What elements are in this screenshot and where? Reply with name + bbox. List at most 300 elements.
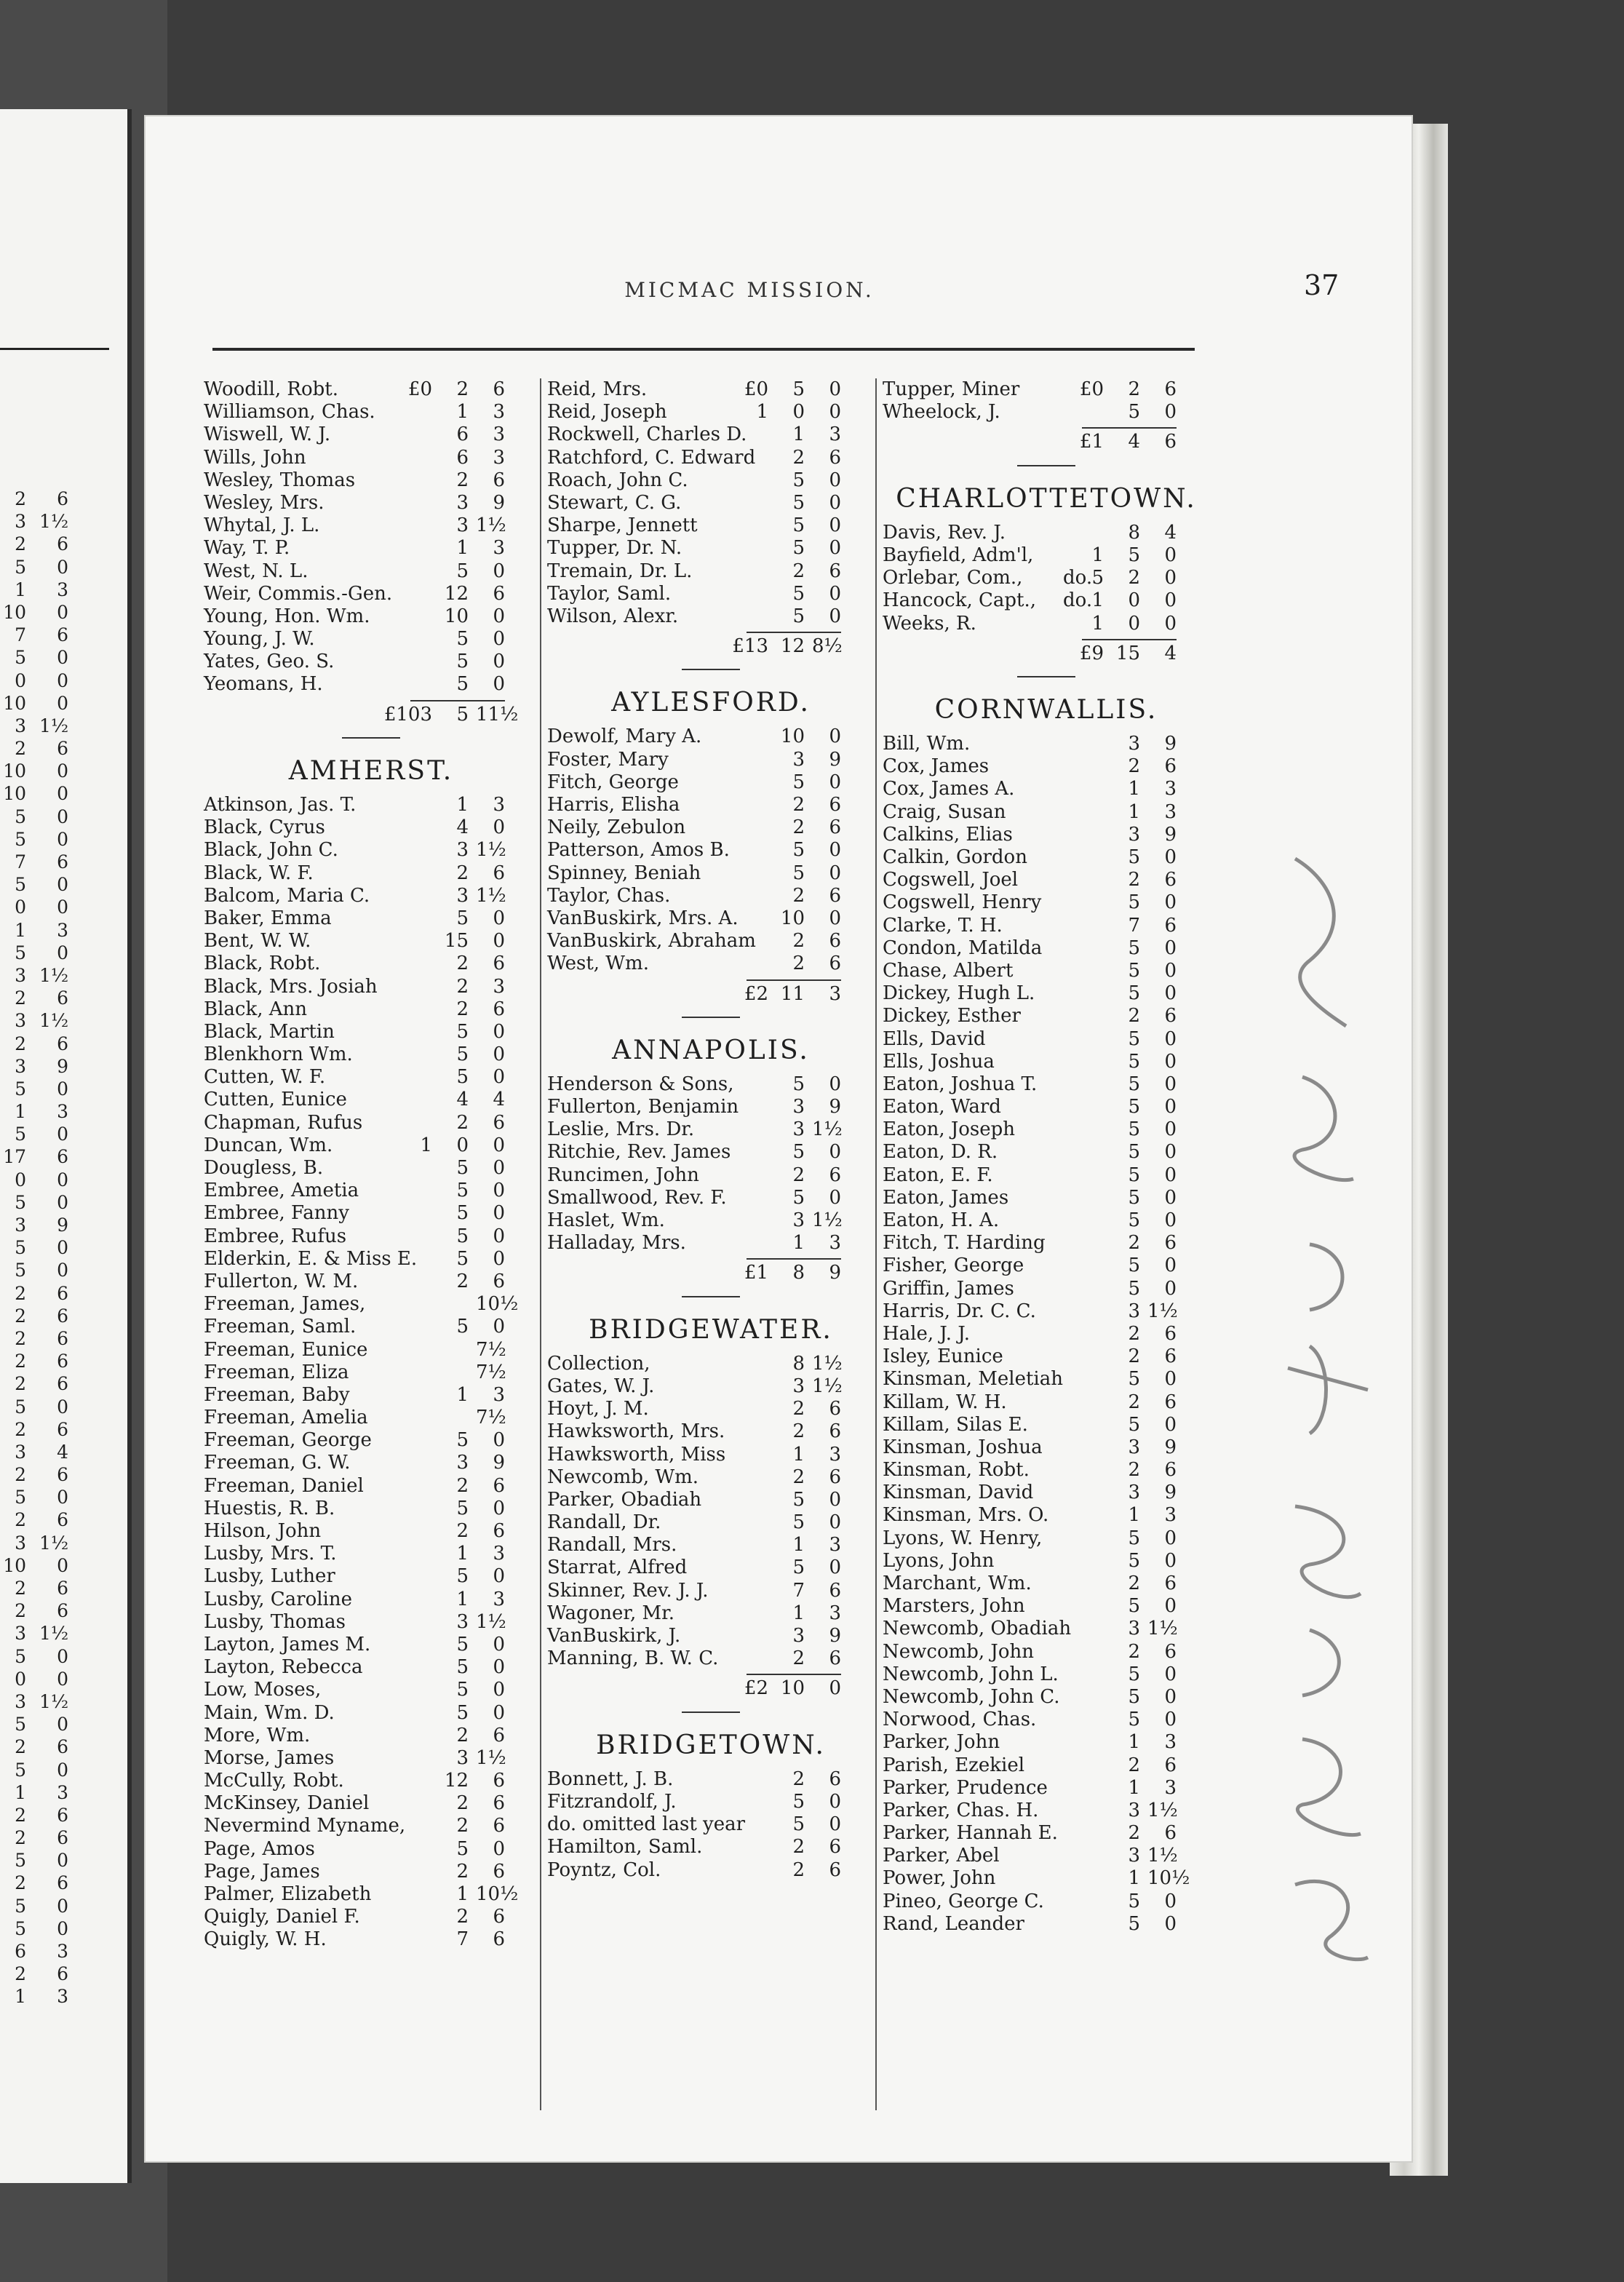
previous-page-row (0, 1396, 95, 1418)
ledger-name: Black, Mrs. Josiah (204, 975, 378, 998)
ledger-row (883, 544, 1210, 567)
ledger-row (547, 1096, 875, 1118)
previous-page-shillings: 3 (15, 1623, 26, 1645)
ledger-shillings: 1 (792, 1443, 805, 1466)
ledger-row (204, 424, 538, 446)
previous-page-pence: 6 (57, 1146, 68, 1168)
ledger-name: Eaton, Ward (883, 1096, 1001, 1118)
ledger-row (204, 1202, 538, 1225)
ledger-shillings: 1 (456, 794, 469, 816)
ledger-row (204, 1792, 538, 1815)
ledger-pence: 0 (829, 491, 841, 514)
previous-page-row (0, 1759, 95, 1781)
ledger-shillings: 3 (792, 1209, 805, 1231)
previous-page-shillings: 2 (15, 533, 26, 555)
ledger-pence: 6 (1164, 378, 1177, 400)
ledger-name: Lyons, W. Henry, (883, 1527, 1043, 1549)
ledger-pence: 0 (1164, 1141, 1177, 1164)
ledger-name: Freeman, James, (204, 1293, 366, 1316)
previous-page-row (0, 1917, 95, 1940)
ledger-row (204, 378, 538, 401)
ledger-row (204, 514, 538, 537)
ledger-shillings: 2 (1128, 1754, 1140, 1776)
ledger-pence: 1½ (476, 839, 506, 862)
previous-page-shillings: 2 (15, 1464, 26, 1486)
ledger-name: Bent, W. W. (204, 930, 311, 953)
ledger-pence: 3 (493, 975, 505, 998)
previous-page-shillings: 5 (15, 1191, 26, 1213)
ledger-name: Black, Ann (204, 998, 308, 1020)
ledger-name: Huestis, R. B. (204, 1497, 335, 1519)
top-rule (212, 348, 1195, 351)
ledger-row (204, 673, 538, 696)
ledger-row (883, 1028, 1210, 1051)
ledger-shillings: 3 (456, 1746, 469, 1769)
previous-page-row (0, 1486, 95, 1508)
previous-page-pence: 0 (57, 1714, 68, 1736)
previous-page-shillings: 3 (15, 1441, 26, 1463)
ledger-shillings: 1 (1128, 1504, 1140, 1527)
ledger-shillings: 5 (456, 1247, 469, 1270)
previous-page-shillings: 3 (15, 1214, 26, 1236)
ledger-row (547, 1118, 875, 1141)
ledger-pence: 0 (829, 907, 841, 929)
ledger-pounds: 1 (1091, 589, 1104, 612)
ledger-name: Page, Amos (204, 1837, 315, 1860)
ledger-name: VanBuskirk, Mrs. A. (547, 907, 739, 929)
ledger-shillings: 5 (456, 1157, 469, 1179)
ledger-name: Main, Wm. D. (204, 1701, 335, 1724)
ledger-pence: 6 (1164, 1391, 1177, 1413)
ledger-shillings: 2 (1128, 1573, 1140, 1594)
ledger-name: Kinsman, Robt. (883, 1459, 1030, 1482)
ledger-shillings: 5 (456, 1679, 469, 1701)
total-shillings: 10 (780, 1677, 805, 1700)
ledger-name: Wills, John (204, 446, 306, 469)
ledger-row (547, 1353, 875, 1375)
ledger-row (204, 469, 538, 492)
ledger-name: Kinsman, David (883, 1482, 1034, 1504)
previous-page-shillings: 1 (15, 1781, 26, 1803)
ledger-pence: 0 (1164, 1912, 1177, 1935)
ledger-name: Marchant, Wm. (883, 1573, 1032, 1594)
ledger-shillings: 1 (1128, 778, 1140, 800)
ledger-row (547, 1511, 875, 1534)
ledger-name: Fullerton, Benjamin (547, 1096, 739, 1118)
previous-page-row (0, 1372, 95, 1395)
previous-page-shillings: 2 (15, 1418, 26, 1440)
ledger-pence: 0 (1164, 982, 1177, 1005)
total-rule (883, 635, 1210, 643)
ledger-pence: 6 (493, 1520, 505, 1542)
ledger-row (204, 1384, 538, 1407)
ledger-pence: 6 (493, 862, 505, 884)
ledger-shillings: 5 (456, 1701, 469, 1724)
ledger-pence: 6 (829, 1768, 841, 1790)
ledger-name: Tupper, Dr. N. (547, 537, 682, 560)
ledger-pence: 0 (493, 1247, 505, 1270)
ledger-pence: 0 (1164, 1164, 1177, 1186)
ledger-row (547, 378, 875, 401)
ledger-row (883, 1754, 1210, 1777)
ledger-pence: 4 (493, 1089, 505, 1111)
ledger-shillings: 2 (1128, 378, 1140, 400)
previous-page-shillings: 0 (15, 1169, 26, 1190)
previous-page-shillings: 5 (15, 828, 26, 850)
ledger-row (547, 605, 875, 628)
ledger-row (547, 862, 875, 885)
ledger-name: Tremain, Dr. L. (547, 560, 693, 582)
ledger-name: Chase, Albert (883, 959, 1014, 982)
previous-page-shillings: 0 (15, 896, 26, 918)
ledger-row (204, 1043, 538, 1066)
ledger-row (204, 1656, 538, 1679)
ledger-pence: 0 (1164, 1073, 1177, 1095)
ledger-row (883, 1845, 1210, 1867)
ledger-name: Reid, Joseph (547, 401, 667, 424)
ledger-shillings: 5 (1128, 1685, 1140, 1708)
ledger-row (204, 1747, 538, 1770)
ledger-shillings: 3 (1128, 733, 1140, 755)
previous-page-pence: 0 (57, 1396, 68, 1418)
previous-page-shillings: 5 (15, 1078, 26, 1100)
total-pounds: £2 (744, 982, 768, 1005)
ledger-pence: 0 (493, 1497, 505, 1519)
ledger-row (547, 1557, 875, 1579)
ledger-pence: 6 (829, 560, 841, 582)
ledger-pence: 0 (829, 469, 841, 491)
ledger-pence: 0 (493, 1679, 505, 1701)
previous-page-row (0, 1872, 95, 1894)
ledger-name: Baker, Emma (204, 907, 332, 929)
ledger-name: Morse, James (204, 1746, 335, 1769)
ledger-row (547, 1466, 875, 1489)
ledger-row (547, 907, 875, 930)
previous-page-row (0, 1804, 95, 1826)
ledger-row (883, 915, 1210, 937)
ledger-row (204, 1225, 538, 1248)
ledger-shillings: 5 (792, 537, 805, 560)
previous-page-shillings: 5 (15, 1714, 26, 1736)
ledger-name: Hoyt, J. M. (547, 1398, 649, 1420)
ledger-name: Orlebar, Com., (883, 567, 1023, 589)
previous-page-pence: 0 (57, 828, 68, 850)
ledger-pence: 0 (493, 1565, 505, 1588)
ledger-name: Parker, Abel (883, 1845, 1000, 1867)
ledger-pence: 1½ (812, 1209, 843, 1231)
ledger-pence: 0 (493, 1180, 505, 1202)
ledger-pence: 9 (829, 1625, 841, 1647)
ledger-shillings: 8 (792, 1352, 805, 1375)
ledger-name: Whytal, J. L. (204, 514, 320, 537)
ledger-pence: 0 (1164, 1255, 1177, 1277)
ledger-row (547, 1073, 875, 1096)
ledger-name: Parker, Chas. H. (883, 1799, 1039, 1821)
previous-page-row (0, 1508, 95, 1531)
ledger-shillings: 5 (456, 1656, 469, 1679)
previous-page-row (0, 510, 95, 533)
ledger-name: Bonnett, J. B. (547, 1768, 674, 1790)
ledger-name: Taylor, Saml. (547, 582, 672, 605)
ledger-shillings: 2 (792, 1836, 805, 1858)
section-heading-cornwallis: CORNWALLIS. (934, 695, 1158, 725)
previous-page-row (0, 715, 95, 737)
ledger-name: Chapman, Rufus (204, 1111, 363, 1134)
ledger-row (204, 560, 538, 583)
previous-page-shillings: 1 (15, 579, 26, 600)
ledger-pence: 6 (829, 1164, 841, 1186)
ledger-shillings: 2 (1128, 1459, 1140, 1482)
ledger-name: Calkin, Gordon (883, 846, 1027, 868)
ledger-row (883, 937, 1210, 960)
section-rule (547, 1006, 875, 1028)
previous-page-pence: 0 (57, 783, 68, 805)
ledger-name: Ritchie, Rev. James (547, 1141, 731, 1164)
ledger-shillings: 10 (780, 907, 805, 929)
ledger-name: Haslet, Wm. (547, 1209, 665, 1231)
previous-page-pence: 3 (57, 1986, 68, 2008)
ledger-shillings: 2 (792, 953, 805, 975)
ledger-shillings: 5 (1128, 1527, 1140, 1549)
ledger-row (883, 1913, 1210, 1936)
previous-page-shillings: 5 (15, 1759, 26, 1781)
ledger-name: Freeman, G. W. (204, 1452, 351, 1474)
previous-page-shillings: 6 (15, 1941, 26, 1962)
ledger-pence: 6 (493, 1792, 505, 1815)
ledger-shillings: 5 (456, 673, 469, 696)
ledger-shillings: 7 (792, 1579, 805, 1602)
ledger-row (204, 1589, 538, 1611)
ledger-shillings: 5 (1128, 1141, 1140, 1164)
ledger-row (204, 1293, 538, 1316)
ledger-note: do. (1063, 589, 1093, 612)
ledger-shillings: 2 (792, 794, 805, 816)
previous-page-row (0, 1554, 95, 1577)
ledger-name: Freeman, Daniel (204, 1474, 364, 1497)
previous-page-pence: 1½ (39, 1010, 69, 1032)
ledger-pence: 1½ (476, 514, 506, 537)
previous-page-row (0, 1645, 95, 1668)
total-pence: 9 (829, 1262, 841, 1284)
ledger-row (547, 537, 875, 560)
ledger-pence: 6 (829, 1647, 841, 1670)
previous-page-pence: 3 (57, 1781, 68, 1803)
column-1 (204, 378, 538, 1952)
ledger-pence: 6 (829, 446, 841, 469)
ledger-name: Palmer, Elizabeth (204, 1883, 372, 1905)
previous-page-row (0, 1169, 95, 1191)
ledger-name: Neily, Zebulon (547, 816, 686, 839)
ledger-row (204, 628, 538, 651)
ledger-row (547, 749, 875, 771)
ledger-name: Condon, Matilda (883, 937, 1043, 959)
ledger-name: Spinney, Beniah (547, 862, 701, 884)
ledger-pence: 0 (1164, 1890, 1177, 1912)
previous-page-shillings: 7 (15, 851, 26, 872)
ledger-shillings: 2 (792, 1858, 805, 1881)
ledger-name: Freeman, Baby (204, 1383, 350, 1406)
ledger-pence: 6 (1164, 1232, 1177, 1255)
previous-page-shillings: 3 (15, 1055, 26, 1077)
ledger-shillings: 2 (456, 998, 469, 1020)
ledger-pence: 0 (829, 1557, 841, 1579)
ledger-shillings: 5 (1128, 1595, 1140, 1618)
ledger-name: Halladay, Mrs. (547, 1232, 686, 1255)
previous-page-shillings: 3 (15, 964, 26, 986)
ledger-pence: 0 (493, 1134, 505, 1156)
ledger-row (204, 1452, 538, 1474)
previous-page-row (0, 1940, 95, 1963)
ledger-pence: 0 (1164, 959, 1177, 982)
ledger-row (883, 1822, 1210, 1845)
ledger-name: Cutten, W. F. (204, 1066, 326, 1089)
ledger-row (883, 1164, 1210, 1187)
total-pence: 0 (829, 1677, 841, 1700)
page-number: 37 (1304, 269, 1340, 301)
ledger-row (204, 1429, 538, 1452)
ledger-name: Yeomans, H. (204, 673, 323, 696)
ledger-row (547, 514, 875, 537)
ledger-name: Harris, Dr. C. C. (883, 1300, 1036, 1322)
section-heading-aylesford: AYLESFORD. (611, 688, 811, 718)
ledger-pounds: 1 (420, 1134, 432, 1156)
ledger-pence: 7½ (476, 1407, 506, 1429)
ledger-pence: 0 (1164, 1277, 1177, 1300)
ledger-name: Eaton, Joseph (883, 1118, 1016, 1141)
ledger-shillings: 2 (792, 446, 805, 469)
ledger-shillings: 5 (792, 1813, 805, 1836)
ledger-shillings: 1 (1128, 800, 1140, 823)
ledger-pence: 6 (493, 1906, 505, 1928)
previous-page-shillings: 5 (15, 1487, 26, 1508)
ledger-name: Newcomb, John (883, 1640, 1034, 1663)
ledger-name: Stewart, C. G. (547, 491, 682, 514)
previous-page-pence: 0 (57, 669, 68, 691)
ledger-name: Smallwood, Rev. F. (547, 1186, 727, 1209)
total-rule (547, 1255, 875, 1262)
ledger-row (883, 891, 1210, 914)
ledger-name: Rand, Leander (883, 1912, 1024, 1935)
ledger-pence: 10½ (476, 1883, 519, 1905)
previous-page-pence: 1½ (39, 1690, 69, 1712)
ledger-row (204, 1861, 538, 1883)
ledger-row (547, 469, 875, 492)
ledger-row (883, 1323, 1210, 1345)
ledger-row (204, 401, 538, 424)
running-head: MICMAC MISSION. (624, 278, 875, 302)
previous-page-row (0, 1282, 95, 1305)
total-rule (204, 696, 538, 704)
ledger-name: Black, W. F. (204, 862, 314, 884)
previous-page-pence: 0 (57, 1260, 68, 1281)
ledger-pence: 3 (829, 424, 841, 446)
ledger-row (204, 1883, 538, 1906)
ledger-name: Way, T. P. (204, 537, 290, 560)
total-shillings: 5 (456, 703, 469, 725)
previous-page-row (0, 1668, 95, 1690)
previous-page-shillings: 2 (15, 488, 26, 509)
ledger-shillings: 5 (456, 1316, 469, 1338)
ledger-pence: 3 (829, 1602, 841, 1624)
section-rule (204, 726, 538, 749)
ledger-name: Isley, Eunice (883, 1345, 1003, 1368)
ledger-shillings: 5 (1128, 1663, 1140, 1685)
ledger-shillings: 3 (792, 1625, 805, 1647)
ledger-pence: 0 (493, 816, 505, 839)
previous-page-row (0, 1259, 95, 1281)
ledger-shillings: 2 (792, 1420, 805, 1443)
ledger-shillings: 2 (1128, 1345, 1140, 1368)
previous-page-pence: 6 (57, 1282, 68, 1304)
ledger-row (204, 1498, 538, 1520)
previous-page-pence: 6 (57, 1464, 68, 1486)
ledger-pence: 1½ (1147, 1799, 1178, 1821)
ledger-name: Cogswell, Joel (883, 869, 1019, 891)
ledger-name: Calkins, Elias (883, 823, 1013, 846)
ledger-shillings: 1 (792, 1232, 805, 1255)
ledger-shillings: 5 (1128, 937, 1140, 959)
ledger-shillings: 5 (792, 491, 805, 514)
total-pounds: £9 (1079, 642, 1104, 664)
ledger-shillings: 5 (1128, 1368, 1140, 1391)
ledger-row (547, 1141, 875, 1164)
previous-page-pence: 6 (57, 1327, 68, 1349)
ledger-shillings: 12 (444, 582, 469, 605)
ledger-shillings: 2 (792, 1398, 805, 1420)
ledger-pence: 6 (829, 1466, 841, 1488)
ledger-pence: 0 (1164, 401, 1177, 424)
ledger-shillings: 2 (456, 1792, 469, 1815)
previous-page-row (0, 1055, 95, 1078)
ledger-pence: 0 (493, 1020, 505, 1043)
ledger-row (204, 816, 538, 839)
ledger-name: Parker, John (883, 1731, 1000, 1754)
ledger-pounds: 1 (1091, 612, 1104, 635)
section-heading-bridgewater: BRIDGEWATER. (589, 1314, 833, 1345)
ledger-pence: 3 (829, 1232, 841, 1255)
ledger-row (547, 560, 875, 583)
ledger-name: Collection, (547, 1352, 650, 1375)
section-heading-amherst: AMHERST. (288, 756, 454, 786)
ledger-row (883, 1641, 1210, 1663)
previous-page-row (0, 1895, 95, 1917)
ledger-shillings: 5 (1128, 1096, 1140, 1118)
ledger-shillings: 2 (456, 1520, 469, 1542)
ledger-shillings: 5 (792, 1488, 805, 1511)
ledger-name: Fitch, T. Harding (883, 1232, 1046, 1255)
ledger-pence: 7½ (476, 1361, 506, 1383)
ledger-name: Quigly, Daniel F. (204, 1906, 360, 1928)
ledger-name: Black, Cyrus (204, 816, 325, 839)
ledger-name: Woodill, Robt. (204, 378, 338, 400)
previous-page-pence: 0 (57, 556, 68, 578)
ledger-pence: 0 (493, 907, 505, 929)
ledger-name: West, Wm. (547, 953, 649, 975)
ledger-pence: 0 (493, 1429, 505, 1452)
previous-page-pence: 6 (57, 488, 68, 509)
ledger-name: Black, Robt. (204, 953, 321, 975)
ledger-shillings: 2 (792, 884, 805, 907)
previous-page-pence: 0 (57, 1895, 68, 1917)
ledger-shillings: 5 (456, 1837, 469, 1860)
ledger-row (547, 583, 875, 605)
ledger-shillings: 3 (1128, 1482, 1140, 1504)
ledger-row (547, 1375, 875, 1398)
ledger-pence: 6 (829, 794, 841, 816)
ledger-name: Tupper, Miner (883, 378, 1020, 400)
ledger-shillings: 5 (1128, 401, 1140, 424)
ledger-shillings: 5 (792, 1790, 805, 1813)
